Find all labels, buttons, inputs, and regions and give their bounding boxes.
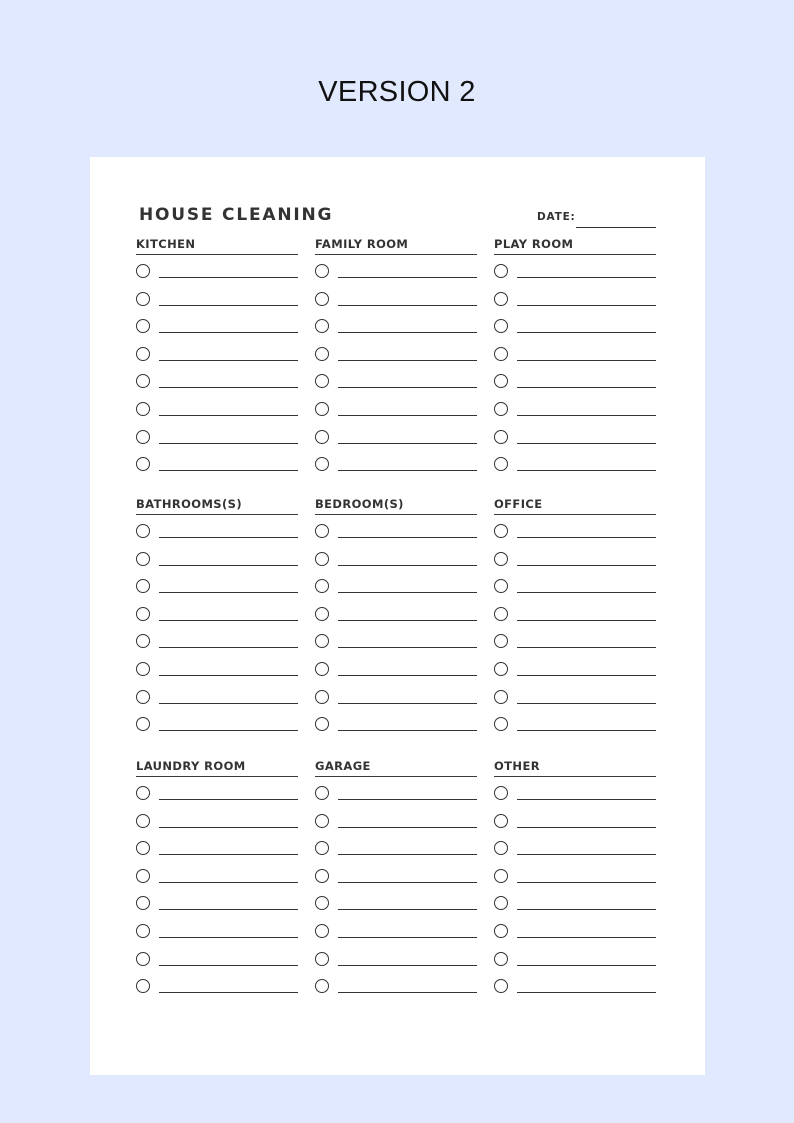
task-write-line[interactable] (517, 965, 656, 966)
checklist-item (494, 915, 656, 943)
checkbox-circle-icon[interactable] (315, 457, 329, 471)
checklist-rows (494, 515, 656, 736)
checklist-item (136, 887, 298, 915)
checklist-item (494, 625, 656, 653)
checklist-item (494, 943, 656, 971)
date-field-line (576, 227, 656, 228)
task-write-line[interactable] (159, 675, 298, 676)
section-bedroom-s (315, 490, 477, 736)
checklist-item (494, 338, 656, 366)
checklist-item (494, 598, 656, 626)
task-write-line[interactable] (338, 332, 477, 333)
task-write-line[interactable] (159, 827, 298, 828)
task-write-line[interactable] (338, 675, 477, 676)
checkbox-circle-icon[interactable] (494, 264, 508, 278)
checklist-item (315, 708, 477, 736)
checkbox-circle-icon[interactable] (136, 924, 150, 938)
checkbox-circle-icon[interactable] (494, 347, 508, 361)
checklist-item (315, 915, 477, 943)
checklist-item (315, 543, 477, 571)
checkbox-circle-icon[interactable] (136, 457, 150, 471)
checklist-item (315, 570, 477, 598)
checkbox-circle-icon[interactable] (494, 292, 508, 306)
checkbox-circle-icon[interactable] (494, 524, 508, 538)
checkbox-circle-icon[interactable] (136, 607, 150, 621)
checklist-item (315, 365, 477, 393)
checkbox-circle-icon[interactable] (494, 634, 508, 648)
checklist-item (315, 255, 477, 283)
checkbox-circle-icon[interactable] (494, 552, 508, 566)
task-write-line[interactable] (517, 799, 656, 800)
checkbox-circle-icon[interactable] (315, 841, 329, 855)
task-write-line[interactable] (517, 827, 656, 828)
checkbox-circle-icon[interactable] (494, 924, 508, 938)
section-title: OTHER (494, 759, 540, 773)
checklist-item (494, 777, 656, 805)
checkbox-circle-icon[interactable] (315, 634, 329, 648)
checkbox-circle-icon[interactable] (315, 292, 329, 306)
checklist-item (494, 708, 656, 736)
checklist-item (494, 805, 656, 833)
checkbox-circle-icon[interactable] (494, 869, 508, 883)
checkbox-circle-icon[interactable] (494, 690, 508, 704)
section-laundry-room (136, 752, 298, 998)
checklist-item (136, 970, 298, 998)
checkbox-circle-icon[interactable] (136, 717, 150, 731)
task-write-line[interactable] (159, 565, 298, 566)
checklist-rows (494, 777, 656, 998)
checkbox-circle-icon[interactable] (315, 952, 329, 966)
task-write-line[interactable] (159, 992, 298, 993)
checkbox-circle-icon[interactable] (494, 717, 508, 731)
task-write-line[interactable] (159, 592, 298, 593)
checklist-item (315, 625, 477, 653)
section-header (136, 752, 298, 777)
checklist-item (136, 421, 298, 449)
section-title: PLAY ROOM (494, 237, 574, 251)
checklist-item (494, 681, 656, 709)
task-write-line[interactable] (517, 592, 656, 593)
checkbox-circle-icon[interactable] (315, 264, 329, 278)
checkbox-circle-icon[interactable] (315, 347, 329, 361)
checklist-item (315, 393, 477, 421)
checklist-item (136, 448, 298, 476)
section-header (315, 752, 477, 777)
cleaning-checklist-sheet (90, 157, 705, 1075)
task-write-line[interactable] (159, 415, 298, 416)
task-write-line[interactable] (517, 305, 656, 306)
checklist-item (494, 887, 656, 915)
task-write-line[interactable] (517, 909, 656, 910)
task-write-line[interactable] (338, 647, 477, 648)
checklist-item (315, 832, 477, 860)
section-title: BEDROOM(S) (315, 497, 404, 511)
task-write-line[interactable] (517, 332, 656, 333)
checklist-item (136, 915, 298, 943)
checkbox-circle-icon[interactable] (136, 662, 150, 676)
checkbox-circle-icon[interactable] (494, 319, 508, 333)
checklist-item (136, 625, 298, 653)
section-header (315, 490, 477, 515)
checkbox-circle-icon[interactable] (494, 841, 508, 855)
checkbox-circle-icon[interactable] (315, 924, 329, 938)
checkbox-circle-icon[interactable] (494, 607, 508, 621)
checklist-item (494, 970, 656, 998)
checkbox-circle-icon[interactable] (315, 374, 329, 388)
checkbox-circle-icon[interactable] (136, 552, 150, 566)
section-header (136, 230, 298, 255)
checklist-item (136, 338, 298, 366)
task-write-line[interactable] (159, 387, 298, 388)
checkbox-circle-icon[interactable] (494, 896, 508, 910)
checklist-item (494, 653, 656, 681)
section-title: BATHROOMS(S) (136, 497, 242, 511)
checkbox-circle-icon[interactable] (136, 264, 150, 278)
checklist-item (315, 448, 477, 476)
task-write-line[interactable] (338, 909, 477, 910)
task-write-line[interactable] (517, 443, 656, 444)
checklist-item (315, 860, 477, 888)
checkbox-circle-icon[interactable] (136, 524, 150, 538)
checkbox-circle-icon[interactable] (136, 634, 150, 648)
section-header (315, 230, 477, 255)
task-write-line[interactable] (338, 937, 477, 938)
checklist-item (494, 515, 656, 543)
checkbox-circle-icon[interactable] (136, 430, 150, 444)
section-play-room (494, 230, 656, 476)
task-write-line[interactable] (517, 565, 656, 566)
task-write-line[interactable] (517, 854, 656, 855)
task-write-line[interactable] (159, 882, 298, 883)
checklist-rows (494, 255, 656, 476)
task-write-line[interactable] (159, 703, 298, 704)
task-write-line[interactable] (159, 799, 298, 800)
task-write-line[interactable] (159, 360, 298, 361)
checkbox-circle-icon[interactable] (315, 402, 329, 416)
section-title: OFFICE (494, 497, 543, 511)
checklist-item (494, 543, 656, 571)
checkbox-circle-icon[interactable] (315, 869, 329, 883)
checklist-item (136, 943, 298, 971)
checklist-item (315, 943, 477, 971)
checkbox-circle-icon[interactable] (136, 319, 150, 333)
task-write-line[interactable] (159, 854, 298, 855)
checklist-item (136, 860, 298, 888)
section-family-room (315, 230, 477, 476)
checkbox-circle-icon[interactable] (315, 430, 329, 444)
task-write-line[interactable] (159, 647, 298, 648)
checkbox-circle-icon[interactable] (315, 717, 329, 731)
checklist-item (494, 448, 656, 476)
checkbox-circle-icon[interactable] (494, 579, 508, 593)
task-write-line[interactable] (159, 537, 298, 538)
checkbox-circle-icon[interactable] (136, 402, 150, 416)
task-write-line[interactable] (338, 592, 477, 593)
checklist-item (136, 365, 298, 393)
task-write-line[interactable] (517, 992, 656, 993)
task-write-line[interactable] (159, 332, 298, 333)
section-office (494, 490, 656, 736)
checklist-item (136, 598, 298, 626)
checkbox-circle-icon[interactable] (136, 952, 150, 966)
checklist-item (136, 255, 298, 283)
checkbox-circle-icon[interactable] (315, 690, 329, 704)
section-title: GARAGE (315, 759, 371, 773)
checklist-item (494, 860, 656, 888)
checkbox-circle-icon[interactable] (494, 786, 508, 800)
task-write-line[interactable] (338, 827, 477, 828)
task-write-line[interactable] (338, 620, 477, 621)
checklist-item (136, 708, 298, 736)
checkbox-circle-icon[interactable] (136, 786, 150, 800)
checkbox-circle-icon[interactable] (494, 979, 508, 993)
checklist-item (315, 310, 477, 338)
checkbox-circle-icon[interactable] (315, 979, 329, 993)
checkbox-circle-icon[interactable] (315, 662, 329, 676)
checklist-item (494, 283, 656, 311)
checklist-item (136, 515, 298, 543)
checklist-rows (136, 777, 298, 998)
task-write-line[interactable] (338, 992, 477, 993)
checkbox-circle-icon[interactable] (136, 896, 150, 910)
task-write-line[interactable] (338, 882, 477, 883)
checklist-item (494, 365, 656, 393)
checklist-item (494, 393, 656, 421)
checklist-item (315, 887, 477, 915)
checkbox-circle-icon[interactable] (494, 457, 508, 471)
task-write-line[interactable] (159, 937, 298, 938)
checklist-item (315, 283, 477, 311)
section-header (136, 490, 298, 515)
checklist-rows (315, 255, 477, 476)
task-write-line[interactable] (517, 387, 656, 388)
checkbox-circle-icon[interactable] (315, 579, 329, 593)
checkbox-circle-icon[interactable] (494, 662, 508, 676)
section-title: LAUNDRY ROOM (136, 759, 246, 773)
checkbox-circle-icon[interactable] (315, 524, 329, 538)
task-write-line[interactable] (517, 703, 656, 704)
checklist-item (315, 421, 477, 449)
checkbox-circle-icon[interactable] (136, 347, 150, 361)
checklist-item (136, 653, 298, 681)
checklist-item (315, 338, 477, 366)
task-write-line[interactable] (159, 730, 298, 731)
task-write-line[interactable] (159, 965, 298, 966)
task-write-line[interactable] (517, 415, 656, 416)
checklist-item (136, 832, 298, 860)
section-header (494, 490, 656, 515)
checklist-item (494, 310, 656, 338)
checkbox-circle-icon[interactable] (136, 841, 150, 855)
checkbox-circle-icon[interactable] (494, 374, 508, 388)
checklist-item (315, 970, 477, 998)
checklist-rows (315, 777, 477, 998)
task-write-line[interactable] (159, 909, 298, 910)
date-label: DATE: (537, 211, 576, 223)
task-write-line[interactable] (517, 277, 656, 278)
checkbox-circle-icon[interactable] (494, 430, 508, 444)
checkbox-circle-icon[interactable] (315, 319, 329, 333)
task-write-line[interactable] (338, 443, 477, 444)
section-other (494, 752, 656, 998)
checklist-item (315, 681, 477, 709)
task-write-line[interactable] (338, 799, 477, 800)
section-title: KITCHEN (136, 237, 196, 251)
section-bathrooms-s (136, 490, 298, 736)
section-header (494, 752, 656, 777)
checkbox-circle-icon[interactable] (315, 786, 329, 800)
task-write-line[interactable] (517, 730, 656, 731)
section-garage (315, 752, 477, 998)
task-write-line[interactable] (159, 470, 298, 471)
task-write-line[interactable] (338, 730, 477, 731)
section-kitchen (136, 230, 298, 476)
task-write-line[interactable] (517, 675, 656, 676)
checkbox-circle-icon[interactable] (494, 952, 508, 966)
task-write-line[interactable] (159, 443, 298, 444)
checklist-item (136, 283, 298, 311)
checklist-item (136, 310, 298, 338)
task-write-line[interactable] (338, 854, 477, 855)
checkbox-circle-icon[interactable] (136, 814, 150, 828)
checklist-item (136, 570, 298, 598)
task-write-line[interactable] (517, 537, 656, 538)
task-write-line[interactable] (159, 620, 298, 621)
task-write-line[interactable] (338, 277, 477, 278)
task-write-line[interactable] (338, 305, 477, 306)
task-write-line[interactable] (338, 965, 477, 966)
task-write-line[interactable] (517, 647, 656, 648)
checklist-item (494, 255, 656, 283)
task-write-line[interactable] (517, 937, 656, 938)
checklist-item (136, 543, 298, 571)
task-write-line[interactable] (159, 277, 298, 278)
checkbox-circle-icon[interactable] (136, 869, 150, 883)
checkbox-circle-icon[interactable] (315, 552, 329, 566)
checklist-rows (136, 255, 298, 476)
section-title: FAMILY ROOM (315, 237, 409, 251)
task-write-line[interactable] (517, 470, 656, 471)
checkbox-circle-icon[interactable] (136, 579, 150, 593)
task-write-line[interactable] (338, 537, 477, 538)
checkbox-circle-icon[interactable] (315, 814, 329, 828)
task-write-line[interactable] (338, 703, 477, 704)
task-write-line[interactable] (517, 620, 656, 621)
task-write-line[interactable] (159, 305, 298, 306)
checklist-item (136, 805, 298, 833)
task-write-line[interactable] (338, 415, 477, 416)
checkbox-circle-icon[interactable] (315, 896, 329, 910)
checkbox-circle-icon[interactable] (136, 979, 150, 993)
checklist-item (315, 777, 477, 805)
checkbox-circle-icon[interactable] (494, 402, 508, 416)
task-write-line[interactable] (338, 470, 477, 471)
checklist-item (315, 515, 477, 543)
section-header (494, 230, 656, 255)
task-write-line[interactable] (338, 565, 477, 566)
checklist-item (494, 570, 656, 598)
version-label: VERSION 2 (318, 76, 476, 108)
task-write-line[interactable] (517, 882, 656, 883)
checklist-item (136, 777, 298, 805)
task-write-line[interactable] (517, 360, 656, 361)
checklist-item (315, 598, 477, 626)
checkbox-circle-icon[interactable] (136, 690, 150, 704)
checkbox-circle-icon[interactable] (315, 607, 329, 621)
sheet-title: HOUSE CLEANING (139, 205, 334, 225)
task-write-line[interactable] (338, 387, 477, 388)
checklist-rows (315, 515, 477, 736)
task-write-line[interactable] (338, 360, 477, 361)
checklist-item (494, 421, 656, 449)
checklist-item (136, 393, 298, 421)
checklist-item (315, 805, 477, 833)
checklist-item (315, 653, 477, 681)
checklist-rows (136, 515, 298, 736)
checklist-item (136, 681, 298, 709)
checkbox-circle-icon[interactable] (136, 292, 150, 306)
checklist-item (494, 832, 656, 860)
checkbox-circle-icon[interactable] (136, 374, 150, 388)
checkbox-circle-icon[interactable] (494, 814, 508, 828)
